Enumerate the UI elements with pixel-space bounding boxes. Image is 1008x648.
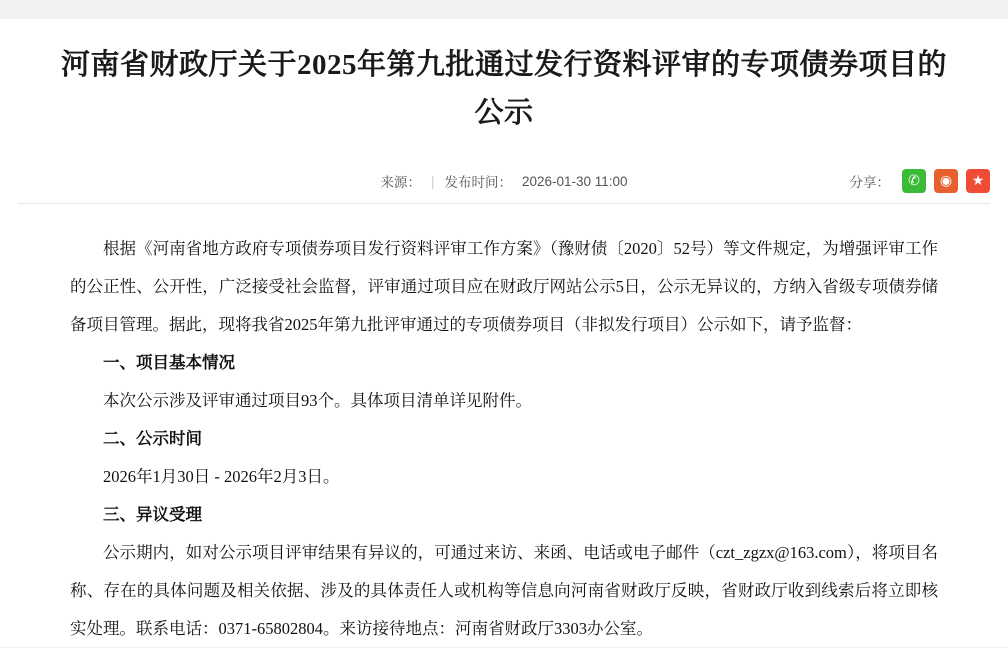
article-meta-bar bbox=[0, 159, 1008, 203]
body-paragraph-2: 本次公示涉及评审通过项目93个。具体项目清单详见附件。 bbox=[103, 391, 532, 411]
meta-center-group bbox=[380, 171, 627, 191]
body-paragraph-4: 公示期内，如对公示项目评审结果有异议的，可通过来访、来函、电话或电子邮件（czt_zgzx@163.com），将项目名称、存在的具体问题及相关依据、涉及的具体责任人或机构等信息向河南省财政厅反映，省财政厅收到线索后将立即核实处理。联系电话：0371-65802804。来访接待地点：河南省财政厅3303办公室。 bbox=[70, 543, 938, 639]
section-heading-3: 三、异议受理 bbox=[103, 505, 202, 525]
body-paragraph-1: 根据《河南省地方政府专项债券项目发行资料评审工作方案》（豫财债〔2020〕52号）等文件规定，为增强评审工作的公正性、公开性，广泛接受社会监督，评审通过项目应在财政厅网站公示5日，公示无异议的，方纳入省级专项债券储备项目管理。据此，现将我省2025年第九批评审通过的专项债券项目（非拟发行项目）公示如下，请予监督： bbox=[70, 239, 938, 335]
page-title: 河南省财政厅关于2025年第九批通过发行资料评审的专项债券项目的公示 bbox=[60, 49, 947, 130]
publish-time-label: 发布时间： bbox=[444, 175, 512, 191]
meta-separator-1: | bbox=[430, 173, 435, 189]
source-label: 来源： bbox=[380, 175, 421, 191]
body-paragraph-3: 2026年1月30日 - 2026年2月3日。 bbox=[103, 467, 340, 487]
article-body bbox=[0, 204, 1008, 648]
share-area bbox=[850, 169, 991, 193]
favorite-share-icon[interactable]: ★ bbox=[966, 169, 990, 193]
share-label: 分享： bbox=[849, 175, 890, 191]
section-heading-2: 二、公示时间 bbox=[103, 429, 202, 449]
publish-time-value: 2026-01-30 11:00 bbox=[521, 173, 628, 189]
weibo-share-icon[interactable]: ◉ bbox=[934, 169, 958, 193]
article-page bbox=[0, 19, 1008, 647]
section-heading-1: 一、项目基本情况 bbox=[103, 353, 235, 373]
wechat-share-icon[interactable]: ✆ bbox=[902, 169, 926, 193]
